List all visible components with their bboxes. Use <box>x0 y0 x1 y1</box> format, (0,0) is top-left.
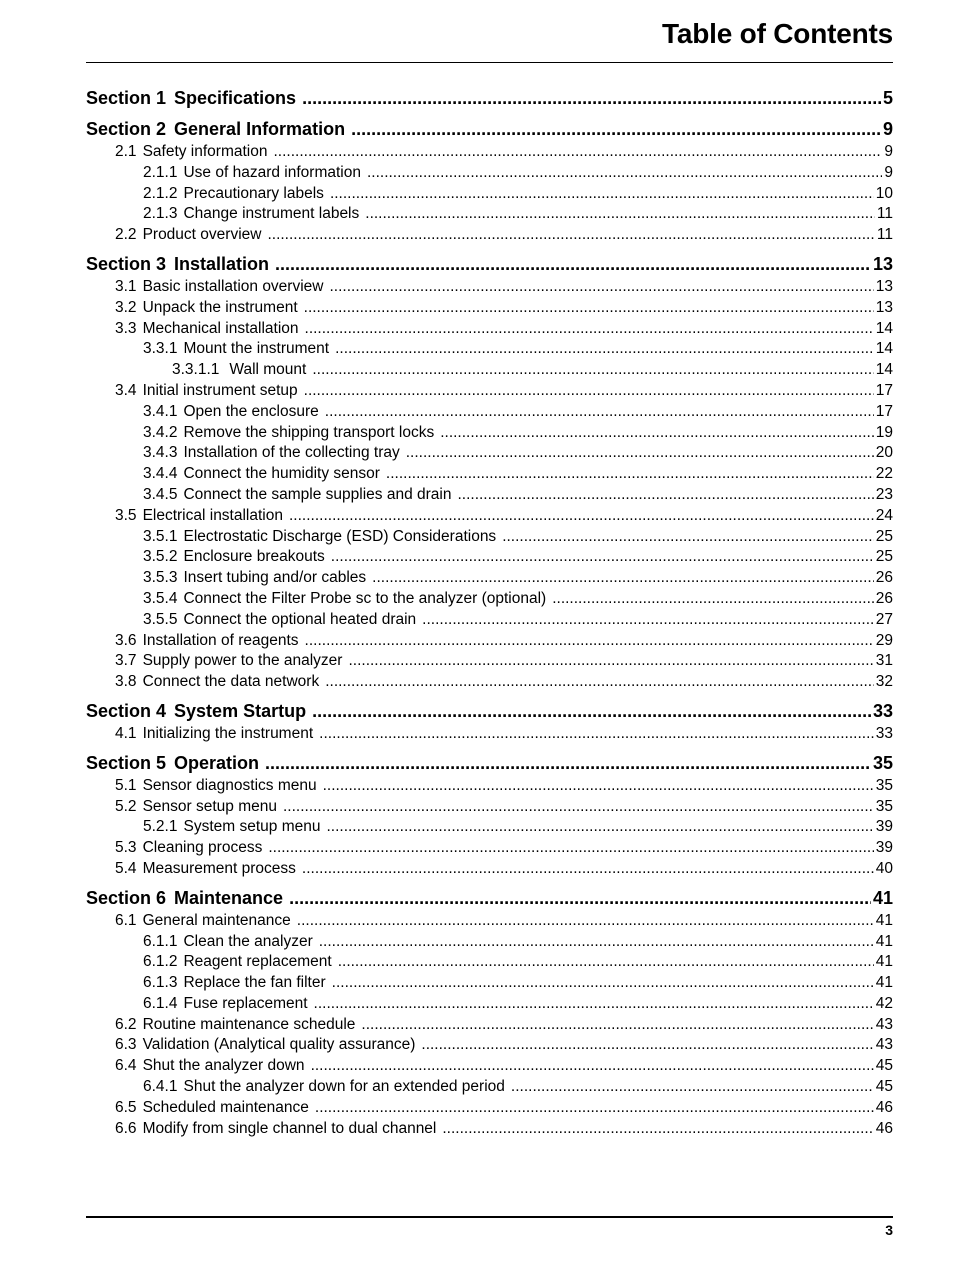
dot-leader <box>315 1099 874 1117</box>
toc-entry-page: 20 <box>875 444 893 462</box>
toc-entry-title: Operation <box>174 752 260 773</box>
dot-leader <box>332 974 874 992</box>
toc-entry-label <box>115 798 277 816</box>
toc-entry-label <box>143 818 320 836</box>
toc-entry-page: 13 <box>875 298 893 316</box>
toc-entry-page: 46 <box>875 1098 893 1116</box>
toc-entry[interactable] <box>86 1016 893 1037</box>
toc-entry-page: 24 <box>875 506 893 524</box>
toc-entry-title: Connect the humidity sensor <box>183 465 380 483</box>
toc-entry[interactable] <box>86 164 893 185</box>
toc-entry-title: Initializing the instrument <box>142 724 314 742</box>
toc-entry-page: 13 <box>872 253 893 274</box>
toc-entry-number: 6.1.3 <box>143 974 178 992</box>
dot-leader <box>302 860 874 878</box>
toc-entry-page: 43 <box>875 1036 893 1054</box>
dot-leader <box>314 995 874 1013</box>
toc-entry[interactable] <box>86 143 893 164</box>
toc-entry[interactable] <box>86 299 893 320</box>
toc-entry-label <box>115 912 291 930</box>
toc-entry[interactable] <box>86 340 893 361</box>
toc-entry-label <box>86 119 345 140</box>
toc-entry-page: 23 <box>875 485 893 503</box>
toc-entry-label <box>143 974 326 992</box>
toc-entry-label <box>115 1099 309 1117</box>
toc-entry[interactable] <box>86 860 893 881</box>
toc-entry-title: Change instrument labels <box>183 205 360 223</box>
toc-entry-label <box>143 548 325 566</box>
toc-entry-number: 3.7 <box>115 652 137 670</box>
toc-entry-page: 42 <box>875 994 893 1012</box>
toc-entry[interactable] <box>86 611 893 632</box>
toc-entry-number: Section 1 <box>86 88 167 108</box>
toc-entry-label <box>143 933 313 951</box>
dot-leader <box>311 1057 874 1075</box>
toc-entry-number: 3.5 <box>115 506 137 524</box>
toc-entry-title: Initial instrument setup <box>142 381 298 399</box>
header-rule <box>86 62 893 63</box>
toc-entry-label <box>115 507 283 525</box>
toc-entry-page: 33 <box>872 700 893 721</box>
toc-entry-number: Section 2 <box>86 119 167 139</box>
dot-leader <box>323 777 874 795</box>
toc-entry-number: 5.3 <box>115 839 137 857</box>
toc-entry-page: 14 <box>875 340 893 358</box>
toc-entry-label <box>86 888 283 909</box>
toc-entry-page: 41 <box>875 932 893 950</box>
toc-entry-page: 35 <box>875 776 893 794</box>
toc-entry-number: 6.4 <box>115 1057 137 1075</box>
toc-entry-label <box>115 673 319 691</box>
toc-entry-label <box>143 185 324 203</box>
toc-entry[interactable] <box>86 839 893 860</box>
toc-entry-title: Measurement process <box>142 859 296 877</box>
dot-leader <box>305 320 874 338</box>
toc-entry-title: Modify from single channel to dual channel <box>142 1119 437 1137</box>
toc-entry[interactable] <box>86 507 893 528</box>
toc-entry-title: Safety information <box>142 143 268 160</box>
toc-entry-number: 6.5 <box>115 1098 137 1116</box>
toc-entry-number: Section 5 <box>86 752 167 773</box>
toc-entry-number: 2.1 <box>115 143 137 160</box>
toc-entry-title: Wall mount <box>229 361 307 379</box>
toc-section-entry[interactable] <box>86 753 893 777</box>
toc-entry[interactable] <box>86 1099 893 1120</box>
toc-entry-title: Routine maintenance schedule <box>142 1015 356 1033</box>
toc-entry-label <box>143 424 434 442</box>
toc-entry-label <box>143 205 359 223</box>
dot-leader <box>326 818 873 836</box>
toc-entry[interactable] <box>86 673 893 694</box>
toc-entry-title: Validation (Analytical quality assurance) <box>142 1036 416 1054</box>
dot-leader <box>331 548 874 566</box>
dot-leader <box>312 701 871 722</box>
toc-entry-title: Sensor diagnostics menu <box>142 776 317 794</box>
toc-entry-page: 13 <box>875 277 893 295</box>
toc-entry[interactable] <box>86 278 893 299</box>
toc-entry[interactable] <box>86 403 893 424</box>
toc-entry[interactable] <box>86 818 893 839</box>
toc-entry-title: Connect the data network <box>142 673 320 691</box>
toc-entry-title: Clean the analyzer <box>183 932 313 950</box>
toc-entry-number: 5.2.1 <box>143 818 178 836</box>
dot-leader <box>422 611 874 629</box>
toc-entry-title: Installation of the collecting tray <box>183 444 400 462</box>
toc-entry-page: 25 <box>875 548 893 566</box>
toc-entry-title: Installation <box>174 253 270 274</box>
dot-leader <box>421 1036 873 1054</box>
toc-entry-page: 19 <box>875 423 893 441</box>
toc-section-entry[interactable] <box>86 254 893 278</box>
toc-entry-page: 14 <box>875 361 893 379</box>
toc-entry-number: 6.4.1 <box>143 1078 178 1096</box>
toc-entry-number: 3.3.1 <box>143 340 178 358</box>
toc-entry-label <box>143 444 400 462</box>
toc-entry-title: Maintenance <box>174 887 284 908</box>
dot-leader <box>372 569 874 587</box>
toc-entry-page: 9 <box>884 163 893 181</box>
toc-entry-page: 43 <box>875 1015 893 1033</box>
toc-entry-title: Installation of reagents <box>142 631 299 649</box>
toc-entry-label <box>143 486 451 504</box>
toc-entry-page: 32 <box>875 673 893 691</box>
dot-leader <box>511 1078 874 1096</box>
dot-leader <box>351 119 881 140</box>
toc-entry-page: 40 <box>875 859 893 877</box>
toc-entry-number: 5.2 <box>115 797 137 815</box>
toc-entry-page: 22 <box>875 465 893 483</box>
toc-section-entry[interactable] <box>86 701 893 725</box>
toc-entry[interactable] <box>86 1078 893 1099</box>
toc-entry-page: 39 <box>875 818 893 836</box>
toc-entry-number: 3.3.1.1 <box>172 361 220 379</box>
toc-entry-title: Replace the fan filter <box>183 974 326 992</box>
toc-entry-title: General Information <box>174 119 346 139</box>
dot-leader <box>297 912 874 930</box>
toc-entry-number: 6.1 <box>115 911 137 929</box>
dot-leader <box>319 725 874 743</box>
dot-leader <box>267 226 874 244</box>
dot-leader <box>367 164 882 182</box>
toc-entry-label <box>115 725 313 743</box>
page-number: 3 <box>885 1222 893 1238</box>
toc-entry-page: 41 <box>875 974 893 992</box>
toc-entry-number: 6.2 <box>115 1015 137 1033</box>
toc-entry-label <box>115 382 298 400</box>
toc-entry-page: 35 <box>872 752 893 773</box>
toc-entry-title: Electrostatic Discharge (ESD) Considerations <box>183 527 497 545</box>
toc-entry[interactable] <box>86 953 893 974</box>
dot-leader <box>268 839 873 857</box>
toc-entry-page: 14 <box>875 319 893 337</box>
toc-entry-page: 41 <box>875 911 893 929</box>
toc-entry-number: 2.2 <box>115 226 137 244</box>
dot-leader <box>338 953 874 971</box>
dot-leader <box>552 590 874 608</box>
toc-entry[interactable] <box>86 1120 893 1141</box>
toc-entry-number: 3.3 <box>115 319 137 337</box>
toc-entry-page: 5 <box>882 88 893 108</box>
toc-entry-title: Open the enclosure <box>183 402 319 420</box>
toc-entry[interactable] <box>86 995 893 1016</box>
toc-entry-title: General maintenance <box>142 911 291 929</box>
toc-entry-page: 9 <box>882 119 893 139</box>
toc-entry-title: Basic installation overview <box>142 277 324 295</box>
footer-rule <box>86 1216 893 1218</box>
toc-entry-number: 5.1 <box>115 776 137 794</box>
toc-entry-number: 3.5.4 <box>143 589 178 607</box>
toc-entry[interactable] <box>86 652 893 673</box>
toc-entry-page: 11 <box>876 205 893 223</box>
toc-entry-title: Unpack the instrument <box>142 298 298 316</box>
dot-leader <box>406 444 874 462</box>
toc-entry-number: 3.4.2 <box>143 423 178 441</box>
toc-entry[interactable] <box>86 569 893 590</box>
toc-entry-title: Shut the analyzer down for an extended period <box>183 1078 505 1096</box>
toc-entry-title: Use of hazard information <box>183 163 361 181</box>
toc-entry-title: Precautionary labels <box>183 184 324 202</box>
toc-entry-number: 3.8 <box>115 673 137 691</box>
table-of-contents <box>86 88 893 1140</box>
dot-leader <box>289 507 874 525</box>
toc-entry-label <box>115 226 261 244</box>
toc-entry[interactable] <box>86 226 893 247</box>
toc-entry[interactable] <box>86 465 893 486</box>
dot-leader <box>335 340 874 358</box>
toc-entry-label <box>115 860 296 878</box>
toc-entry-number: 4.1 <box>115 724 137 742</box>
toc-entry-number: 2.1.1 <box>143 163 178 181</box>
toc-entry[interactable] <box>86 974 893 995</box>
toc-entry-page: 31 <box>875 652 893 670</box>
toc-entry-label <box>143 528 496 546</box>
toc-entry-label <box>143 611 416 629</box>
toc-entry-title: Shut the analyzer down <box>142 1057 305 1075</box>
toc-entry[interactable] <box>86 1057 893 1078</box>
dot-leader <box>329 278 873 296</box>
dot-leader <box>442 1120 873 1138</box>
toc-entry-page: 41 <box>872 887 893 908</box>
toc-entry-page: 11 <box>876 226 893 244</box>
dot-leader <box>305 632 874 650</box>
toc-entry-title: System Startup <box>174 700 307 721</box>
toc-entry-label <box>115 1036 415 1054</box>
toc-entry-number: 3.5.2 <box>143 548 178 566</box>
toc-entry-label <box>115 278 323 296</box>
toc-entry-page: 41 <box>875 953 893 971</box>
toc-entry[interactable] <box>86 777 893 798</box>
toc-entry-label <box>86 88 296 109</box>
toc-entry-page: 39 <box>875 839 893 857</box>
toc-entry[interactable] <box>86 725 893 746</box>
toc-entry-number: 6.1.2 <box>143 953 178 971</box>
toc-entry[interactable] <box>86 528 893 549</box>
dot-leader <box>304 299 874 317</box>
toc-entry-label <box>115 299 298 317</box>
toc-entry[interactable] <box>86 798 893 819</box>
dot-leader <box>302 88 881 109</box>
toc-entry-number: 5.4 <box>115 859 137 877</box>
toc-section-entry[interactable] <box>86 88 893 112</box>
toc-entry-label <box>143 340 329 358</box>
toc-entry-title: Insert tubing and/or cables <box>183 569 367 587</box>
toc-entry-label <box>86 753 259 774</box>
toc-section-entry[interactable] <box>86 888 893 912</box>
dot-leader <box>502 528 874 546</box>
toc-entry-title: Mount the instrument <box>183 340 330 358</box>
toc-entry-page: 45 <box>875 1057 893 1075</box>
toc-entry-label <box>115 143 268 161</box>
toc-entry[interactable] <box>86 590 893 611</box>
dot-leader <box>304 382 874 400</box>
toc-entry-number: 6.1.4 <box>143 994 178 1012</box>
toc-entry-title: Connect the Filter Probe sc to the analyzer (optional) <box>183 589 547 607</box>
toc-entry-label <box>115 652 342 670</box>
toc-entry-label <box>143 164 361 182</box>
toc-entry-label <box>115 777 317 795</box>
toc-entry-title: Scheduled maintenance <box>142 1098 309 1116</box>
toc-entry[interactable] <box>86 320 893 341</box>
toc-entry-number: Section 4 <box>86 700 167 721</box>
toc-entry[interactable] <box>86 444 893 465</box>
toc-entry-label <box>143 569 366 587</box>
toc-entry-label <box>115 632 299 650</box>
dot-leader <box>365 205 875 223</box>
toc-entry-title: Reagent replacement <box>183 953 332 971</box>
toc-entry[interactable] <box>86 361 893 382</box>
toc-entry-label <box>115 1120 436 1138</box>
toc-entry-title: Connect the optional heated drain <box>183 610 417 628</box>
toc-entry-label <box>143 953 332 971</box>
dot-leader <box>325 673 874 691</box>
toc-entry-number: 3.2 <box>115 298 137 316</box>
toc-entry-number: Section 6 <box>86 887 167 908</box>
toc-entry-title: Fuse replacement <box>183 994 308 1012</box>
toc-entry-title: Electrical installation <box>142 506 283 524</box>
toc-entry[interactable] <box>86 933 893 954</box>
toc-entry-title: Specifications <box>174 88 297 108</box>
dot-leader <box>289 888 871 909</box>
toc-entry[interactable] <box>86 185 893 206</box>
toc-entry-title: System setup menu <box>183 818 321 836</box>
toc-entry-label <box>143 1078 505 1096</box>
toc-entry-page: 35 <box>875 797 893 815</box>
toc-entry-title: Enclosure breakouts <box>183 548 325 566</box>
toc-entry-number: 6.3 <box>115 1036 137 1054</box>
toc-entry-label <box>86 254 269 275</box>
dot-leader <box>330 185 874 203</box>
toc-entry-number: 6.6 <box>115 1119 137 1137</box>
toc-entry-label <box>143 995 308 1013</box>
toc-entry-number: 3.5.1 <box>143 527 178 545</box>
toc-entry-title: Cleaning process <box>142 839 263 857</box>
toc-entry-page: 17 <box>875 381 893 399</box>
toc-entry-label <box>143 465 380 483</box>
toc-entry-page: 10 <box>875 184 893 202</box>
toc-entry[interactable] <box>86 912 893 933</box>
toc-entry-label <box>115 1057 305 1075</box>
dot-leader <box>457 486 873 504</box>
toc-entry-number: 3.6 <box>115 631 137 649</box>
dot-leader <box>348 652 873 670</box>
toc-entry-page: 26 <box>875 589 893 607</box>
toc-entry-label <box>143 403 319 421</box>
toc-entry-label <box>143 590 546 608</box>
toc-entry-number: 3.4.4 <box>143 465 178 483</box>
toc-entry-number: 3.4.1 <box>143 402 178 420</box>
dot-leader <box>274 143 883 161</box>
toc-entry-page: 9 <box>884 143 893 160</box>
toc-entry-page: 29 <box>875 631 893 649</box>
toc-entry[interactable] <box>86 548 893 569</box>
toc-entry-label <box>115 320 299 338</box>
toc-entry-page: 25 <box>875 527 893 545</box>
toc-entry[interactable] <box>86 486 893 507</box>
dot-leader <box>361 1016 873 1034</box>
toc-entry-number: 2.1.2 <box>143 184 178 202</box>
toc-entry[interactable] <box>86 382 893 403</box>
toc-entry[interactable] <box>86 205 893 226</box>
toc-entry-title: Supply power to the analyzer <box>142 652 343 670</box>
toc-entry-number: 3.5.3 <box>143 569 178 587</box>
dot-leader <box>312 361 873 379</box>
toc-entry-title: Product overview <box>142 226 262 244</box>
toc-entry-title: Remove the shipping transport locks <box>183 423 435 441</box>
toc-entry[interactable] <box>86 1036 893 1057</box>
toc-entry-number: 3.4.5 <box>143 485 178 503</box>
toc-entry-number: 3.5.5 <box>143 610 178 628</box>
dot-leader <box>275 254 871 275</box>
toc-entry[interactable] <box>86 632 893 653</box>
toc-section-entry[interactable] <box>86 119 893 143</box>
toc-entry-title: Mechanical installation <box>142 319 299 337</box>
toc-entry-number: 3.4 <box>115 381 137 399</box>
toc-entry-page: 17 <box>875 402 893 420</box>
toc-entry-page: 27 <box>875 610 893 628</box>
toc-entry-title: Connect the sample supplies and drain <box>183 485 452 503</box>
dot-leader <box>265 753 871 774</box>
toc-entry[interactable] <box>86 424 893 445</box>
page-title: Table of Contents <box>662 18 893 49</box>
dot-leader <box>283 798 874 816</box>
dot-leader <box>386 465 874 483</box>
toc-entry-number: 3.4.3 <box>143 444 178 462</box>
toc-entry-number: Section 3 <box>86 253 167 274</box>
toc-entry-label <box>115 1016 355 1034</box>
toc-entry-label <box>86 701 306 722</box>
dot-leader <box>440 424 874 442</box>
dot-leader <box>319 933 874 951</box>
toc-entry-label <box>172 361 306 379</box>
toc-entry-title: Sensor setup menu <box>142 797 277 815</box>
toc-entry-page: 33 <box>875 724 893 742</box>
toc-entry-label <box>115 839 262 857</box>
toc-entry-number: 2.1.3 <box>143 205 178 223</box>
toc-entry-number: 3.1 <box>115 277 137 295</box>
toc-entry-page: 46 <box>875 1119 893 1137</box>
dot-leader <box>325 403 874 421</box>
toc-entry-page: 45 <box>875 1078 893 1096</box>
toc-entry-page: 26 <box>875 569 893 587</box>
toc-entry-number: 6.1.1 <box>143 932 178 950</box>
